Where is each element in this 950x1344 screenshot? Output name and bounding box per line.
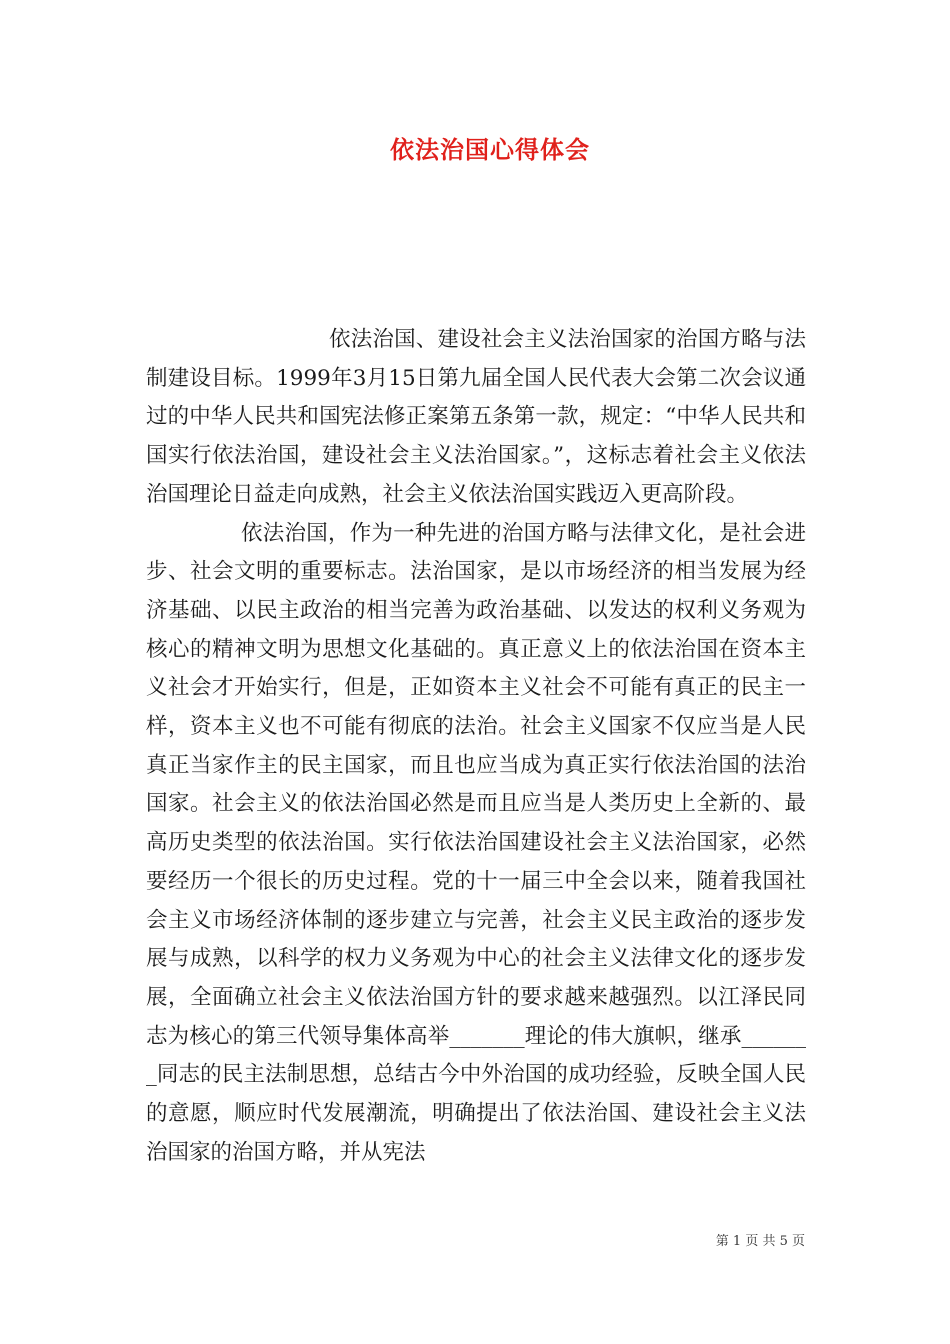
document-title: 依法治国心得体会 [390, 135, 590, 164]
paragraph-1: 依法治国、建设社会主义法治国家的治国方略与法制建设目标。1999年3月15日第九届全国人民代表大会第二次会议通过的中华人民共和国宪法修正案第五条第一款，规定：“中华人民共和国实行依法治国，建设社会主义法治国家。”，这标志着社会主义依法治国理论日益走向成熟，社会主义依法治国实践迈入更高阶段。 [146, 327, 806, 507]
page-number: 第 1 页 共 5 页 [715, 1234, 805, 1249]
document-body [146, 321, 806, 1172]
paragraph-2: 依法治国，作为一种先进的治国方略与法律文化，是社会进步、社会文明的重要标志。法治国家，是以市场经济的相当发展为经济基础、以民主政治的相当完善为政治基础、以发达的权利义务观为核心的精神文明为思想文化基础的。真正意义上的依法治国在资本主义社会才开始实行，但是，正如资本主义社会不可能有真正的民主一样，资本主义也不可能有彻底的法治。社会主义国家不仅应当是人民真正当家作主的民主国家，而且也应当成为真正实行依法治国的法治国家。社会主义的依法治国必然是而且应当是人类历史上全新的、最高历史类型的依法治国。实行依法治国建设社会主义法治国家，必然要经历一个很长的历史过程。党的十一届三中全会以来，随着我国社会主义市场经济体制的逐步建立与完善，社会主义民主政治的逐步发展与成熟，以科学的权力义务观为中心的社会主义法律文化的逐步发展，全面确立社会主义依法治国方针的要求越来越强烈。以江泽民同志为核心的第三代领导集体高举_______理论的伟大旗帜，继承_______同志的民主法制思想，总结古今中外治国的成功经验，反映全国人民的意愿，顺应时代发展潮流，明确提出了依法治国、建设社会主义法治国家的治国方略，并从宪法 [146, 520, 806, 1165]
